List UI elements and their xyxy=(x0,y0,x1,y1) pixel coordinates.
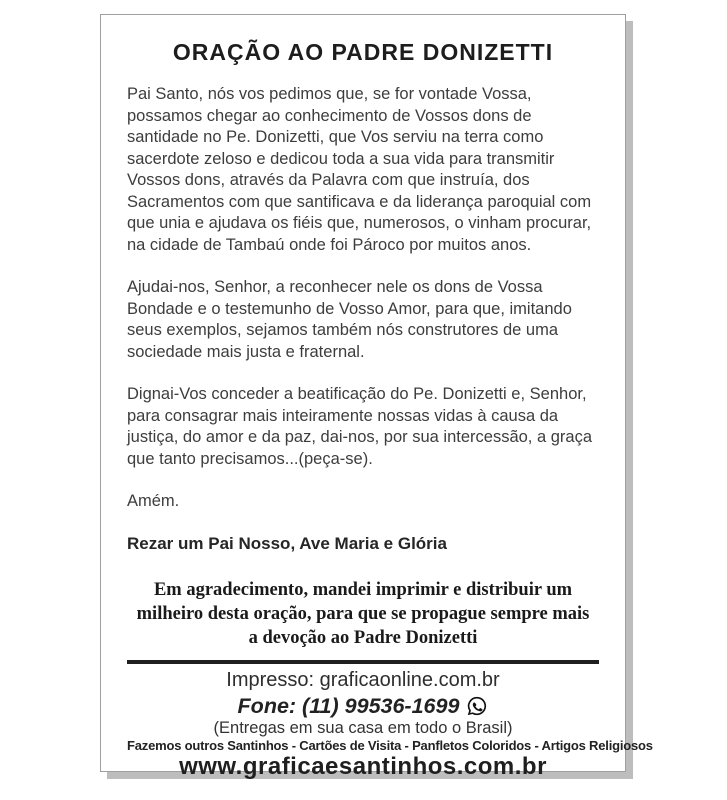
prayer-paragraph-1: Pai Santo, nós vos pedimos que, se for vontade Vossa, possamos chegar ao conhecimento de Vossos dons de santidade no Pe. Donizetti, que Vos serviu na terra como sacerdote zeloso e dedicou toda a sua vida para transmitir Vossos dons, através da Palavra com que instruía, dos Sacramentos com que santificava e da liderança paroquial com que unia e ajudava os fiéis que, numerosos, o vinham procurar, na cidade de Tambaú onde foi Pároco por muitos anos. xyxy=(127,85,592,254)
website-url: www.graficaesantinhos.com.br xyxy=(179,752,547,780)
printer-info: Impresso: graficaonline.com.br xyxy=(226,668,500,691)
prayer-paragraph-3: Dignai-Vos conceder a beatificação do Pe. Donizetti e, Senhor, para consagrar mais inteiramente nossas vidas à causa da justiça, do amor e da paz, dai-nos, por sua intercessão, a graça que tanto precisamos...(peça-se). xyxy=(127,385,593,468)
delivery-note: (Entregas em sua casa em todo o Brasil) xyxy=(213,718,513,737)
phone-number: Fone: (11) 99536-1699 xyxy=(237,693,460,718)
divider-line xyxy=(127,660,599,664)
amen-text: Amém. xyxy=(127,492,180,510)
dedication-text: Em agradecimento, mandei imprimir e distribuir um milheiro desta oração, para que se propague sempre mais a devoção ao Padre Donizetti xyxy=(136,579,590,648)
prayer-instruction: Rezar um Pai Nosso, Ave Maria e Glória xyxy=(127,533,447,553)
prayer-card xyxy=(100,14,653,780)
card-title: ORAÇÃO AO PADRE DONIZETTI xyxy=(172,39,554,65)
phone-row xyxy=(127,693,599,719)
whatsapp-icon xyxy=(466,695,488,717)
footer xyxy=(127,668,653,780)
prayer-paragraph-2: Ajudai-nos, Senhor, a reconhecer nele os dons de Vossa Bondade e o testemunho de Vosso Amor, para que, imitando seus exemplos, sejamos também nós construtores de uma sociedade mais justa e fraternal. xyxy=(127,278,572,361)
services-line: Fazemos outros Santinhos - Cartões de Visita - Panfletos Coloridos - Artigos Religiosos xyxy=(127,737,653,753)
